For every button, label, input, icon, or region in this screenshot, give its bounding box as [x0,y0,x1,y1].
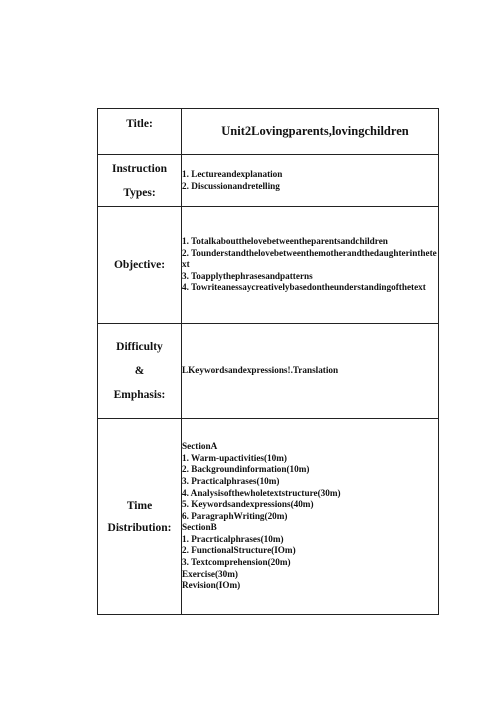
instruction-label-line2: Types: [123,186,156,199]
instruction-label-line1: Instruction [112,162,167,175]
instruction-list [182,155,439,207]
objective-row [98,207,439,324]
title-label-cell [98,109,182,155]
title-value-cell [182,109,439,155]
difficulty-label-line2: & [134,365,145,377]
section-heading: SectionA [182,441,218,452]
difficulty-row [98,324,439,419]
time-item: Exercise(30m) [182,568,238,579]
time-label-cell [98,419,182,615]
difficulty-label-cell [98,324,182,419]
difficulty-label-line3: Emphasis: [113,389,166,401]
objective-item: 1. Totalkaboutthelovebetweentheparentsandchildren [182,236,388,247]
time-item: 4. Analysisofthewholetextstructure(30m) [182,487,341,498]
objective-label: Objective: [113,259,166,271]
time-item: 2. Backgroundinformation(10m) [182,464,310,475]
instruction-item: 2. Discussionandretelling [182,180,280,191]
objective-item: 2. Tounderstandthelovebetweenthemotherandthedaughterinthetext [182,247,437,270]
time-label-line1: Time [126,499,153,512]
time-item: 2. FunctionalStructure(IOm) [182,545,296,556]
difficulty-value: LKeywordsandexpressions!.Translation [182,365,339,376]
section-heading: SectionB [182,522,217,533]
title-label: Title: [126,117,153,130]
instruction-label-cell [98,155,182,207]
instruction-item: 1. Lectureandexplanation [182,168,283,179]
objective-label-cell [98,207,182,324]
time-item: 5. Keywordsandexpressions(40m) [182,499,314,510]
time-distribution-list [182,419,439,615]
time-item: 6. ParagraphWriting(20m) [182,510,288,521]
time-item: Revision(IOm) [182,580,241,591]
objective-list [182,207,439,324]
time-row [98,419,439,615]
time-label-line2: Distribution: [107,521,172,534]
time-item: 1. Warm-upactivities(10m) [182,452,287,463]
objective-item: 4. Towriteanessaycreativelybasedontheunderstandingofthetext [182,282,426,293]
title-row [98,109,439,155]
time-item: 1. Pracrticalphrases(10m) [182,533,284,544]
difficulty-value-cell [182,324,439,419]
objective-item: 3. Toapplythephrasesandpatterns [182,270,313,281]
unit-title: Unit2Lovingparents,lovingchildren [221,124,409,138]
difficulty-label-line1: Difficulty [116,341,163,353]
time-item: 3. Practicalphrases(10m) [182,475,280,486]
instruction-row [98,155,439,207]
lesson-plan-table [97,108,439,615]
time-item: 3. Textcomprehension(20m) [182,557,291,568]
